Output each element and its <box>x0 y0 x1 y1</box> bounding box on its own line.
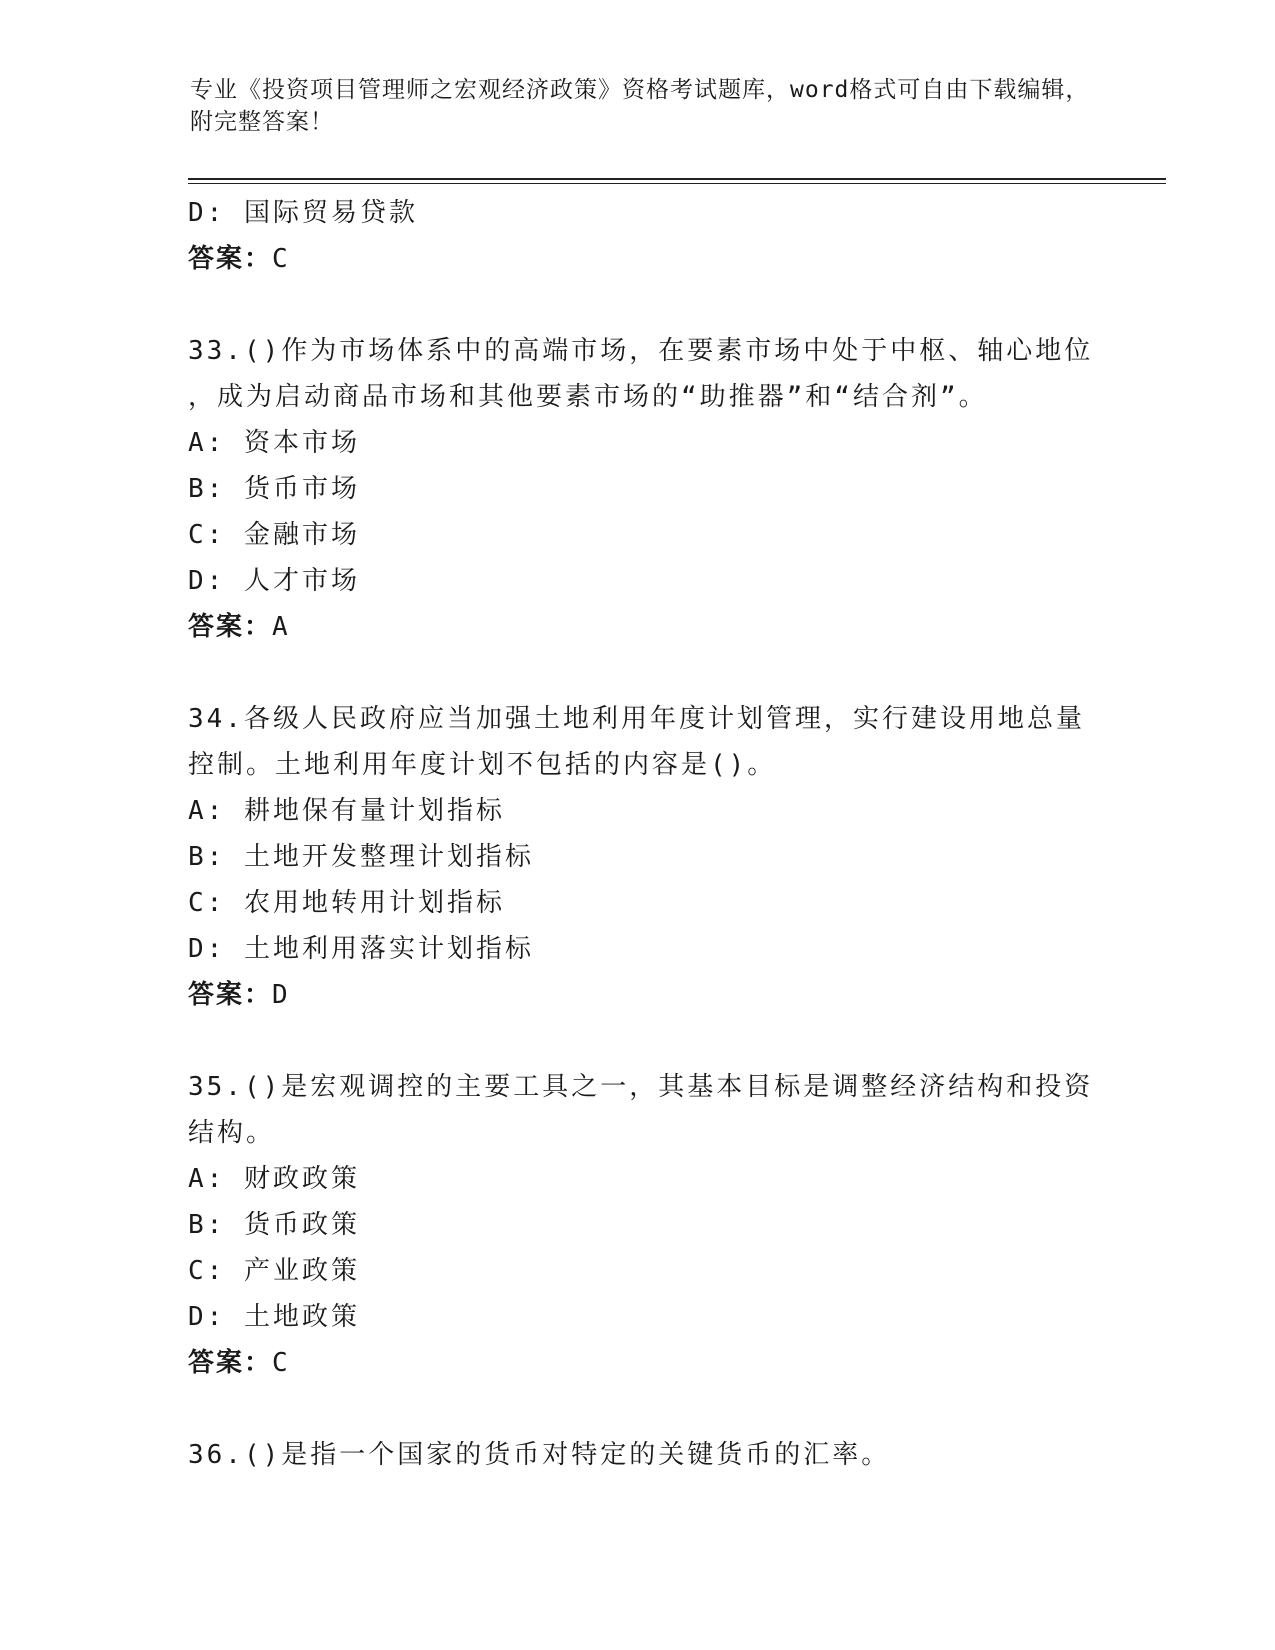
answer-value: A <box>272 612 290 642</box>
question-list <box>188 190 1094 1478</box>
option-b: B: 土地开发整理计划指标 <box>188 842 534 872</box>
answer-label: 答案： <box>188 980 273 1010</box>
page-header: 专业《投资项目管理师之宏观经济政策》资格考试题库，word格式可自由下载编辑，附完整答案！ <box>190 77 1090 135</box>
question-stem-line: ，成为启动商品市场和其他要素市场的“助推器”和“结合剂”。 <box>188 382 988 412</box>
option-b: B: 货币市场 <box>188 474 360 504</box>
answer-value: C <box>272 244 290 274</box>
answer-label: 答案： <box>188 1348 273 1378</box>
option-a: A: 财政政策 <box>188 1164 360 1194</box>
question-stem-line: 34.各级人民政府应当加强土地利用年度计划管理，实行建设用地总量 <box>188 704 1085 734</box>
option-a: A: 资本市场 <box>188 428 360 458</box>
option-d: D: 土地利用落实计划指标 <box>188 934 534 964</box>
question-33 <box>188 328 1094 650</box>
option-b: B: 货币政策 <box>188 1210 360 1240</box>
option-a: A: 耕地保有量计划指标 <box>188 796 505 826</box>
answer-value: D <box>272 980 290 1010</box>
header-divider-thin <box>188 183 1166 184</box>
answer-line <box>188 236 1088 282</box>
question-35 <box>188 1064 1094 1386</box>
question-36 <box>188 1432 1088 1478</box>
question-stem-line: 结构。 <box>188 1118 276 1148</box>
question-34 <box>188 696 1088 1018</box>
option-d: D: 土地政策 <box>188 1302 360 1332</box>
option-c: C: 金融市场 <box>188 520 360 550</box>
question-stem-line: 35.()是宏观调控的主要工具之一，其基本目标是调整经济结构和投资 <box>188 1072 1094 1102</box>
answer-line <box>188 1340 1088 1386</box>
question-stem-line: 33.()作为市场体系中的高端市场，在要素市场中处于中枢、轴心地位 <box>188 336 1094 366</box>
question-stem-line: 36.()是指一个国家的货币对特定的关键货币的汇率。 <box>188 1440 891 1470</box>
header-divider-thick <box>188 178 1166 180</box>
option-c: C: 产业政策 <box>188 1256 360 1286</box>
answer-label: 答案： <box>188 244 273 274</box>
option-d: D: 人才市场 <box>188 566 360 596</box>
answer-line <box>188 972 1088 1018</box>
option-c: C: 农用地转用计划指标 <box>188 888 505 918</box>
option-d: D: 国际贸易贷款 <box>188 198 418 228</box>
question-stem-line: 控制。土地利用年度计划不包括的内容是()。 <box>188 750 777 780</box>
answer-value: C <box>272 1348 290 1378</box>
answer-label: 答案： <box>188 612 273 642</box>
answer-line <box>188 604 1088 650</box>
